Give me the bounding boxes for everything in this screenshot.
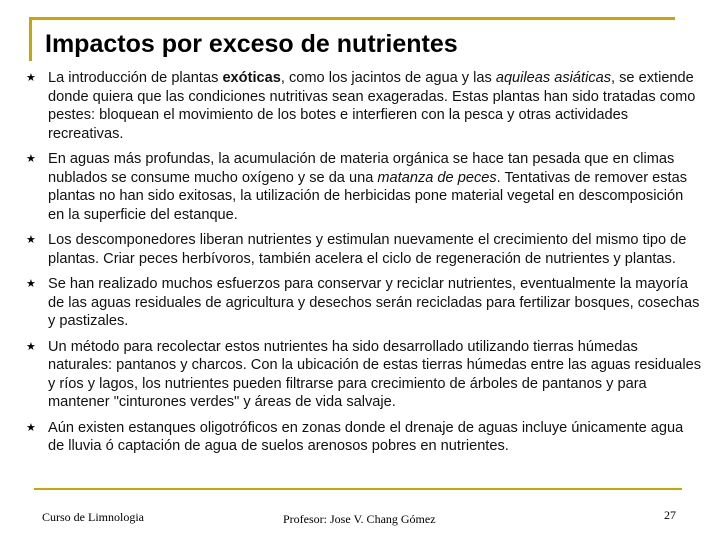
bullet-item bbox=[26, 275, 702, 331]
star-bullet-icon: ★ bbox=[26, 72, 36, 84]
bullet-item bbox=[26, 150, 702, 224]
bullet-list bbox=[26, 69, 702, 456]
bullet-item bbox=[26, 338, 702, 412]
text-run: La introducción de plantas bbox=[48, 70, 223, 86]
bullet-text: Aún existen estanques oligotróficos en zonas donde el drenaje de aguas incluye únicamente agua de lluvia ó captación de agua de suelos arenosos pobres en nutrientes. bbox=[48, 419, 684, 454]
bullet-text: Los descomponedores liberan nutrientes y estimulan nuevamente el crecimiento del mismo tipo de plantas. Criar peces herbívoros, también acelera el ciclo de regeneración de nutrientes y plantas. bbox=[48, 232, 687, 267]
footer-course: Curso de Limnologia bbox=[42, 510, 144, 524]
italic-term: matanza de peces bbox=[377, 169, 497, 186]
text-run: , se extiende donde quiera que las condiciones nutritivas sean exageradas. Estas plantas han sido tratadas como pestes: bloquean el movimiento de los botes e interfieren con la pesca y otras actividades recreativas. bbox=[48, 70, 696, 142]
bullet-item bbox=[26, 231, 702, 268]
star-bullet-icon: ★ bbox=[26, 278, 36, 290]
bullet-item bbox=[26, 419, 702, 456]
star-bullet-icon: ★ bbox=[26, 340, 36, 353]
page-number: 27 bbox=[664, 508, 676, 522]
footer-rule bbox=[34, 488, 682, 490]
footer-professor: Profesor: Jose V. Chang Gómez bbox=[283, 512, 436, 526]
slide-title: Impactos por exceso de nutrientes bbox=[45, 30, 458, 58]
bullet-text bbox=[48, 150, 702, 224]
star-bullet-icon: ★ bbox=[26, 421, 36, 434]
bullet-text bbox=[48, 69, 702, 143]
text-run: , como los jacintos de agua y las bbox=[280, 70, 496, 86]
text-run: En aguas más profundas, la acumulación de materia orgánica se hace tan pesada que en climas nublados se consume mucho oxígeno y se da una bbox=[48, 151, 675, 186]
italic-term: aquileas asiáticas bbox=[495, 70, 612, 86]
star-bullet-icon: ★ bbox=[26, 234, 36, 246]
bullet-text: Un método para recolectar estos nutrientes ha sido desarrollado utilizando tierras húmedas naturales: pantanos y charcos. Con la ubicación de estas tierras húmedas entre las aguas residuales y ríos y lagos, los nutrientes pueden filtrarse para crecimiento de árboles de pantanos y para mantener "cinturones verdes" y áreas de vida salvaje. bbox=[48, 338, 702, 410]
bullet-text: Se han realizado muchos esfuerzos para conservar y reciclar nutrientes, eventualmente la mayoría de las aguas residuales de agricultura y desechos serán recicladas para fertilizar bosques, cosechas y pastizales. bbox=[48, 276, 700, 329]
star-bullet-icon: ★ bbox=[26, 153, 36, 165]
bullet-item bbox=[26, 69, 702, 143]
bold-term: exóticas bbox=[222, 70, 281, 86]
text-run: . Tentativas de remover estas plantas no han sido exitosas, la utilización de herbicidas pone material vegetal en descomposición en la superficie del estanque. bbox=[48, 169, 688, 223]
